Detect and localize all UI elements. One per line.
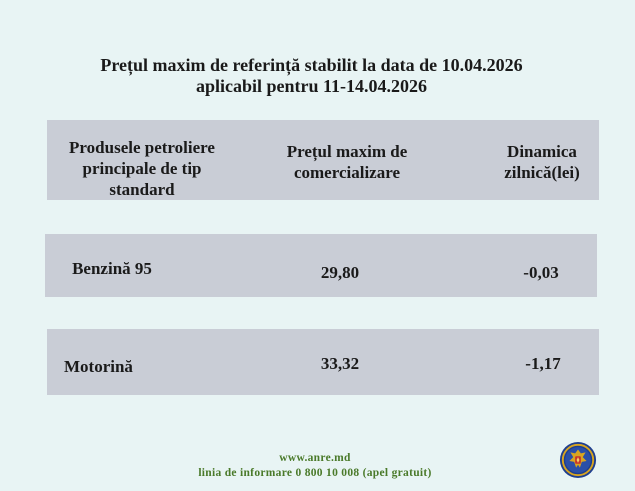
product-change: -1,17: [525, 354, 561, 373]
website-link[interactable]: www.anre.md: [279, 452, 351, 464]
title-line-1: Prețul maxim de referință stabilit la data de 10.04.2026: [100, 55, 523, 75]
header-products: [52, 137, 232, 200]
table-header: [47, 120, 599, 200]
table-row: [45, 234, 597, 297]
product-name: Motorină: [64, 357, 133, 376]
product-price: 33,32: [320, 354, 360, 373]
product-name: Benzină 95: [72, 259, 152, 278]
footer: [150, 451, 480, 481]
product-change: -0,03: [523, 263, 559, 282]
product-price: 29,80: [320, 263, 360, 282]
header-products-line-2: principale de tip: [82, 159, 202, 178]
header-products-line-1: Produsele petroliere: [69, 138, 215, 157]
header-daily-change-line-1: Dinamica: [507, 142, 577, 161]
header-products-line-3: standard: [109, 180, 175, 199]
header-max-price: [257, 141, 437, 183]
hotline-info: linia de informare 0 800 10 008 (apel gratuit): [198, 467, 432, 479]
header-daily-change: [477, 141, 607, 183]
moldova-coat-of-arms-emblem-icon: [559, 441, 597, 479]
header-daily-change-line-2: zilnică(lei): [504, 163, 580, 182]
header-max-price-line-2: comercializare: [293, 163, 401, 182]
title-line-2: aplicabil pentru 11-14.04.2026: [195, 76, 428, 96]
table-row: [47, 329, 599, 395]
page-title: [0, 55, 635, 97]
header-max-price-line-1: Prețul maxim de: [286, 142, 408, 161]
